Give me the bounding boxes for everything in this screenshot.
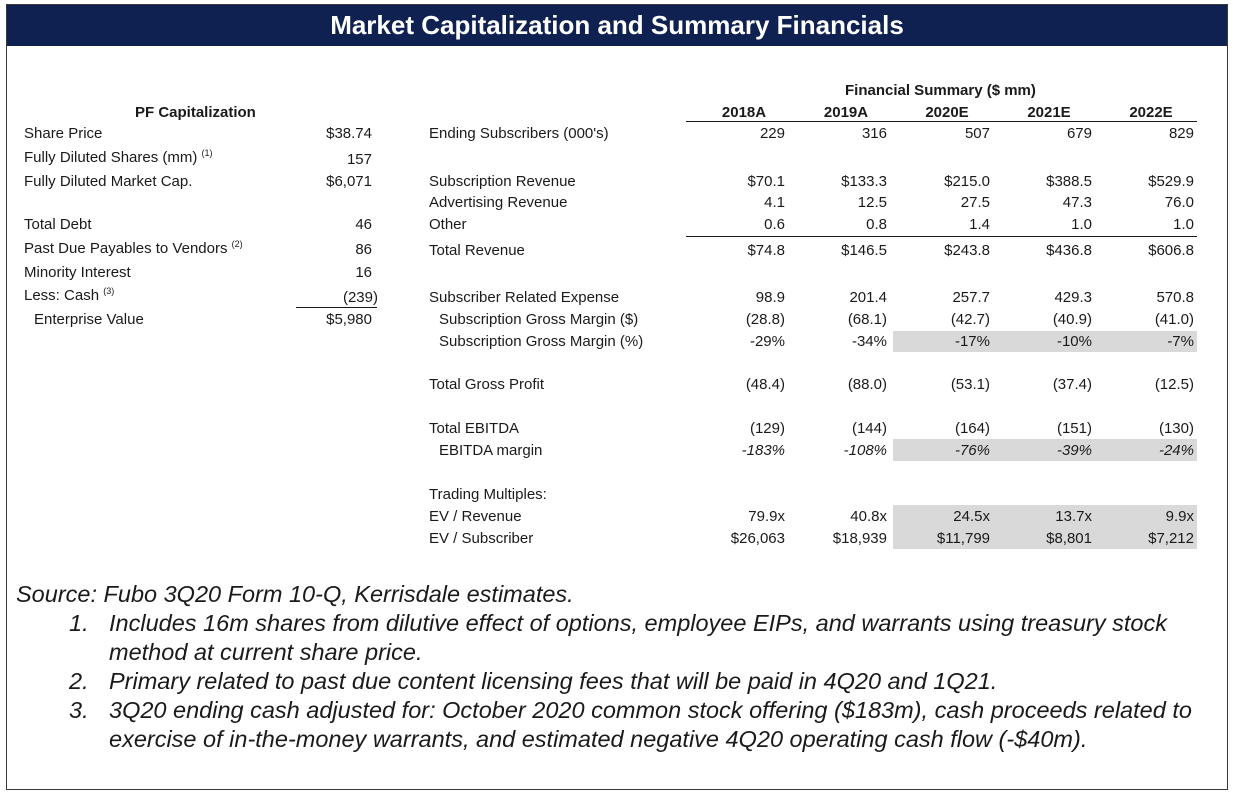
row-value-2019a: $18,939 — [832, 530, 887, 547]
footnote-number: 2. — [69, 668, 89, 694]
financials-header: Financial Summary ($ mm) — [845, 82, 1036, 99]
page-title: Market Capitalization and Summary Financials — [7, 5, 1227, 46]
row-value-2019a: $133.3 — [841, 173, 887, 190]
row-label: Other — [429, 216, 467, 233]
row-label: Subscriber Related Expense — [429, 289, 620, 306]
row-value-2018a: $74.8 — [747, 242, 785, 259]
row-value-2019a: 12.5 — [857, 194, 887, 211]
row-label: Trading Multiples: — [429, 486, 547, 503]
cap-value-past-due-payables: 86 — [355, 241, 372, 258]
row-value-2022e: 829 — [1168, 125, 1194, 142]
row-value-2018a: -29% — [749, 333, 785, 350]
row-value-2021e: -10% — [1056, 333, 1092, 350]
row-value-2022e: 9.9x — [1165, 508, 1194, 525]
row-value-2020e: 1.4 — [969, 216, 990, 233]
row-label: Subscription Gross Margin (%) — [439, 333, 644, 350]
row-value-2022e: $7,212 — [1148, 530, 1194, 547]
footnote-number: 1. — [69, 610, 89, 636]
cash-underline — [296, 307, 377, 308]
cap-label-diluted-shares: Fully Diluted Shares (mm) $^{(1)}$ — [24, 148, 213, 166]
row-value-2019a: (144) — [851, 420, 887, 437]
row-value-2022e: -7% — [1167, 333, 1194, 350]
footnote-text: Includes 16m shares from dilutive effect of options, employee EIPs, and warrants using treasury stock method at current share price. — [109, 610, 1168, 665]
row-value-2018a: -183% — [741, 442, 785, 459]
cap-label-minority-interest: Minority Interest — [24, 264, 131, 281]
row-value-2022e: (41.0) — [1154, 311, 1194, 328]
row-value-2022e: (130) — [1158, 420, 1194, 437]
row-value-2019a: $146.5 — [841, 242, 887, 259]
row-label: Subscription Revenue — [429, 173, 576, 190]
source-note: Source: Fubo 3Q20 Form 10-Q, Kerrisdale estimates. — [16, 581, 574, 607]
row-value-2018a: 79.9x — [748, 508, 785, 525]
footnote-item — [16, 609, 1221, 667]
row-value-2022e: -24% — [1158, 442, 1194, 459]
row-label: EV / Revenue — [429, 508, 522, 525]
row-value-2021e: 679 — [1066, 125, 1092, 142]
footnote-ref-2: (2) — [231, 239, 243, 249]
footnote-text: Primary related to past due content licensing fees that will be paid in 4Q20 and 1Q21. — [109, 668, 998, 694]
row-value-2020e: 507 — [964, 125, 990, 142]
cap-value-enterprise-value: $5,980 — [326, 311, 372, 328]
cap-value-total-debt: 46 — [355, 216, 372, 233]
row-label: Subscription Gross Margin ($) — [439, 311, 639, 328]
row-value-2019a: -108% — [843, 442, 887, 459]
row-value-2020e: 257.7 — [952, 289, 990, 306]
row-value-2022e: (12.5) — [1154, 376, 1194, 393]
row-label: Ending Subscribers (000's) — [429, 125, 609, 142]
row-value-2018a: $26,063 — [730, 530, 785, 547]
row-value-2020e: -76% — [954, 442, 990, 459]
row-label: Advertising Revenue — [429, 194, 568, 211]
footnote-number: 3. — [69, 697, 89, 723]
row-value-2018a: (129) — [749, 420, 785, 437]
row-value-2020e: $11,799 — [936, 530, 990, 547]
cap-label-past-due-payables: Past Due Payables to Vendors $^{(2)}$ — [24, 239, 243, 257]
row-label: EV / Subscriber — [429, 530, 534, 547]
footnote-item — [16, 696, 1221, 754]
row-value-2021e: (37.4) — [1052, 376, 1092, 393]
row-value-2020e: (53.1) — [950, 376, 990, 393]
row-value-2018a: (28.8) — [745, 311, 785, 328]
row-label: Total Revenue — [429, 242, 525, 259]
row-value-2019a: 40.8x — [850, 508, 887, 525]
cap-label-enterprise-value: Enterprise Value — [34, 311, 144, 328]
row-value-2021e: 1.0 — [1071, 216, 1092, 233]
year-header-2021e: 2021E — [1027, 104, 1071, 121]
row-value-2019a: 0.8 — [866, 216, 887, 233]
footnotes — [16, 580, 1221, 754]
year-header-2022e: 2022E — [1129, 104, 1173, 121]
row-value-2021e: (151) — [1056, 420, 1092, 437]
footnote-ref-1: (1) — [201, 148, 213, 158]
row-value-2022e: $529.9 — [1148, 173, 1194, 190]
row-value-2022e: $606.8 — [1148, 242, 1194, 259]
total-revenue-rule — [686, 236, 1197, 237]
row-value-2021e: $388.5 — [1046, 173, 1092, 190]
row-value-2020e: (42.7) — [950, 311, 990, 328]
footnote-ref-3: (3) — [103, 286, 115, 296]
year-header-2018a: 2018A — [721, 104, 767, 121]
footnote-list — [16, 609, 1221, 754]
cap-value-market-cap: $6,071 — [326, 173, 372, 190]
row-value-2022e: 76.0 — [1164, 194, 1194, 211]
row-value-2021e: (40.9) — [1052, 311, 1092, 328]
row-value-2018a: 98.9 — [755, 289, 785, 306]
row-value-2019a: (88.0) — [847, 376, 887, 393]
row-label: Total Gross Profit — [429, 376, 545, 393]
cap-label-less-cash: Less: Cash $^{(3)}$ — [24, 286, 115, 304]
row-value-2019a: -34% — [851, 333, 887, 350]
cap-label-market-cap: Fully Diluted Market Cap. — [24, 173, 193, 190]
cap-label-share-price: Share Price — [24, 125, 103, 142]
row-value-2020e: 24.5x — [953, 508, 990, 525]
footnote-item — [16, 667, 1221, 696]
row-value-2020e: $215.0 — [944, 173, 990, 190]
row-label: EBITDA margin — [439, 442, 543, 459]
row-value-2022e: 570.8 — [1156, 289, 1194, 306]
row-value-2020e: $243.8 — [944, 242, 990, 259]
row-value-2018a: 0.6 — [764, 216, 785, 233]
row-value-2019a: (68.1) — [847, 311, 887, 328]
cap-value-minority-interest: 16 — [355, 264, 372, 281]
row-value-2021e: 13.7x — [1055, 508, 1092, 525]
row-value-2021e: $8,801 — [1046, 530, 1092, 547]
row-value-2020e: -17% — [954, 333, 990, 350]
row-value-2021e: -39% — [1056, 442, 1092, 459]
row-value-2020e: 27.5 — [960, 194, 990, 211]
footnote-text: 3Q20 ending cash adjusted for: October 2020 common stock offering ($183m), cash proceeds related to exercise of in-the-money warrants, and estimated negative 4Q20 operating cash flow (-$40m). — [109, 697, 1192, 752]
cap-value-share-price: $38.74 — [326, 125, 372, 142]
row-value-2018a: 4.1 — [764, 194, 785, 211]
row-value-2019a: 316 — [861, 125, 887, 142]
cap-label-total-debt: Total Debt — [24, 216, 92, 233]
row-value-2022e: 1.0 — [1173, 216, 1194, 233]
year-header-2019a: 2019A — [823, 104, 869, 121]
row-value-2020e: (164) — [954, 420, 990, 437]
row-value-2018a: $70.1 — [747, 173, 785, 190]
row-value-2021e: 429.3 — [1054, 289, 1092, 306]
cap-value-diluted-shares: 157 — [346, 151, 372, 168]
row-value-2018a: (48.4) — [745, 376, 785, 393]
row-label: Total EBITDA — [429, 420, 520, 437]
year-header-2020e: 2020E — [925, 104, 969, 121]
cap-value-less-cash: (239) — [342, 289, 378, 306]
row-value-2019a: 201.4 — [849, 289, 887, 306]
row-value-2018a: 229 — [759, 125, 785, 142]
row-value-2021e: 47.3 — [1062, 194, 1092, 211]
row-value-2021e: $436.8 — [1046, 242, 1092, 259]
cap-header: PF Capitalization — [135, 104, 256, 121]
